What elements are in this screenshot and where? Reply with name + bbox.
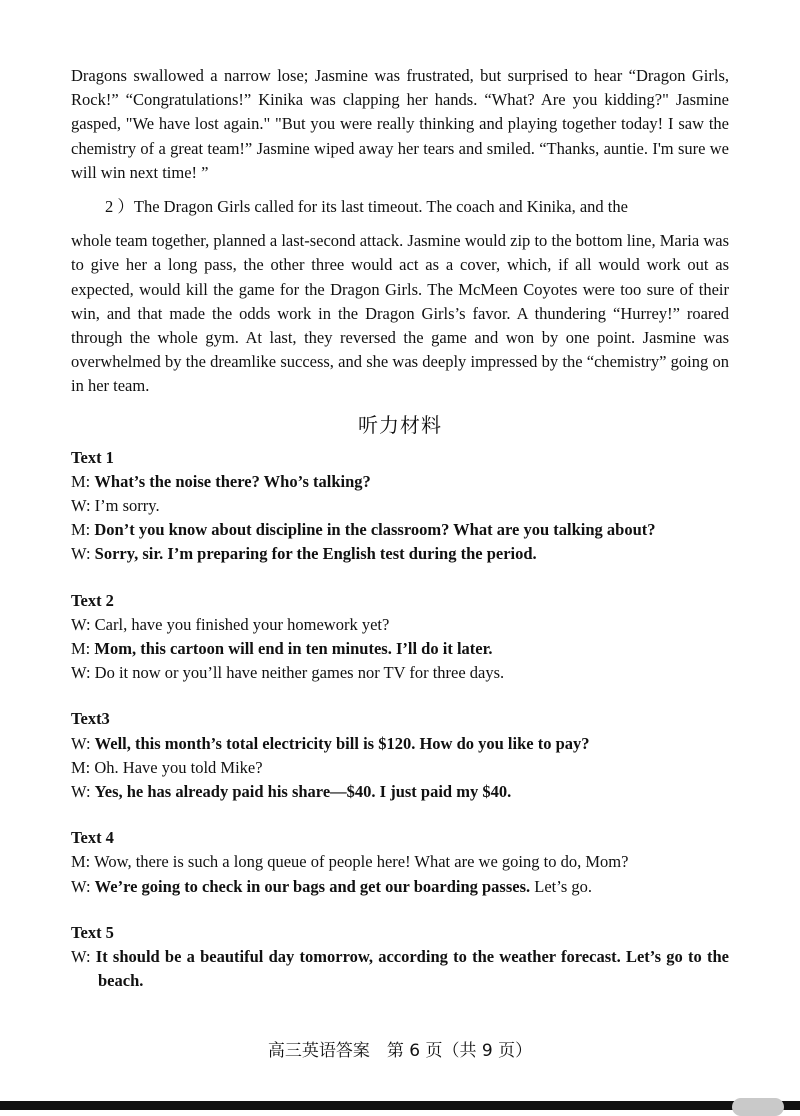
dialogue-text: Oh. Have you told Mike? — [94, 757, 263, 777]
dialogue-line — [71, 945, 729, 993]
dialogue-line — [71, 850, 729, 874]
dialogue-line — [71, 780, 729, 804]
transcript-title: Text 5 — [71, 922, 114, 942]
dialogue-line — [71, 542, 729, 566]
transcript-title: Text 1 — [71, 447, 114, 467]
bottom-bar — [0, 1101, 800, 1110]
speaker-label: W: — [71, 496, 95, 516]
story-paragraph-1: Dragons swallowed a narrow lose; Jasmine was frustrated, but surprised to hear “Dragon Girls, Rock!” “Congratulations!” Kinika was clapping her hands. “What? Are you kidding?" Jasmine gasped, "We have lost again." "But you were really thinking and playing together today! I saw the chemistry of a great team!” Jasmine wiped away her tears and smiled. “Thanks, auntie. I'm sure we will win next time! ” — [71, 66, 729, 182]
dialogue-line — [71, 470, 729, 494]
dialogue-text: Yes, he has already paid his share—$40. I just paid my $40. — [94, 782, 512, 802]
story-paragraph-2-body: whole team together, planned a last-second attack. Jasmine would zip to the bottom line, Maria was to give her a long pass, the other three would act as a cover, which, if all would work out as expected, would kill the game for the Dragon Girls. The McMeen Coyotes were too sure of their win, and that made the odds work in the Dragon Girls’s favor. A thundering “Hurrey!” roared through the whole gym. At last, they reversed the game and won by one point. Jasmine was overwhelmed by the dreamlike success, and she was deeply impressed by the “chemistry” going on in her team. — [71, 231, 729, 396]
dialogue-line — [71, 661, 729, 685]
dialogue-text: I’m sorry. — [94, 496, 160, 516]
speaker-label: W: — [71, 782, 95, 802]
corner-badge — [732, 1098, 784, 1116]
dialogue-text: Do it now or you’ll have neither games nor TV for three days. — [94, 663, 505, 683]
speaker-label: W: — [71, 876, 95, 896]
speaker-label: M: — [71, 639, 95, 659]
transcript-title: Text3 — [71, 709, 110, 729]
speaker-label: M: — [71, 852, 95, 872]
dialogue-text: Well, this month’s total electricity bill is $120. How do you like to pay? — [94, 733, 590, 753]
dialogue-text: We’re going to check in our bags and get our boarding passes. — [94, 876, 531, 896]
dialogue-line — [71, 875, 729, 899]
speaker-label: M: — [71, 471, 95, 491]
dialogue-text: Wow, there is such a long queue of people here! What are we going to do, Mom? — [94, 852, 629, 872]
speaker-label: W: — [71, 544, 95, 564]
document-page — [71, 64, 729, 994]
dialogue-line — [71, 756, 729, 780]
dialogue-line — [71, 494, 729, 518]
section-title: 听力材料 — [358, 412, 442, 437]
dialogue-line — [71, 732, 729, 756]
speaker-label: W: — [71, 733, 95, 753]
dialogue-text: What’s the noise there? Who’s talking? — [94, 471, 371, 491]
transcript-title: Text 2 — [71, 590, 114, 610]
dialogue-text: Don’t you know about discipline in the classroom? What are you talking about? — [94, 520, 656, 540]
dialogue-text-extra: Let’s go. — [530, 876, 593, 896]
transcript-title: Text 4 — [71, 828, 114, 848]
speaker-label: M: — [71, 520, 95, 540]
transcript-block — [71, 446, 729, 567]
dialogue-text: Carl, have you finished your homework yet? — [94, 614, 390, 634]
transcript-block — [71, 707, 729, 804]
dialogue-line — [71, 518, 729, 542]
dialogue-line — [71, 613, 729, 637]
transcript-block — [71, 589, 729, 686]
dialogue-text: It should be a beautiful day tomorrow, according to the weather forecast. Let’s go to the beach. — [95, 947, 730, 991]
speaker-label: W: — [71, 947, 96, 967]
page-footer: 高三英语答案 第 6 页（共 9 页） — [267, 1041, 533, 1061]
dialogue-text: Sorry, sir. I’m preparing for the English test during the period. — [94, 544, 537, 564]
speaker-label: M: — [71, 757, 95, 777]
transcript-block — [71, 921, 729, 994]
story-paragraph-2-first-line: 2 ）The Dragon Girls called for its last timeout. The coach and Kinika, and the — [105, 197, 628, 217]
dialogue-text: Mom, this cartoon will end in ten minutes. I’ll do it later. — [94, 639, 493, 659]
listening-transcripts — [71, 446, 729, 994]
transcript-block — [71, 826, 729, 899]
speaker-label: W: — [71, 614, 95, 634]
speaker-label: W: — [71, 663, 95, 683]
dialogue-line — [71, 637, 729, 661]
